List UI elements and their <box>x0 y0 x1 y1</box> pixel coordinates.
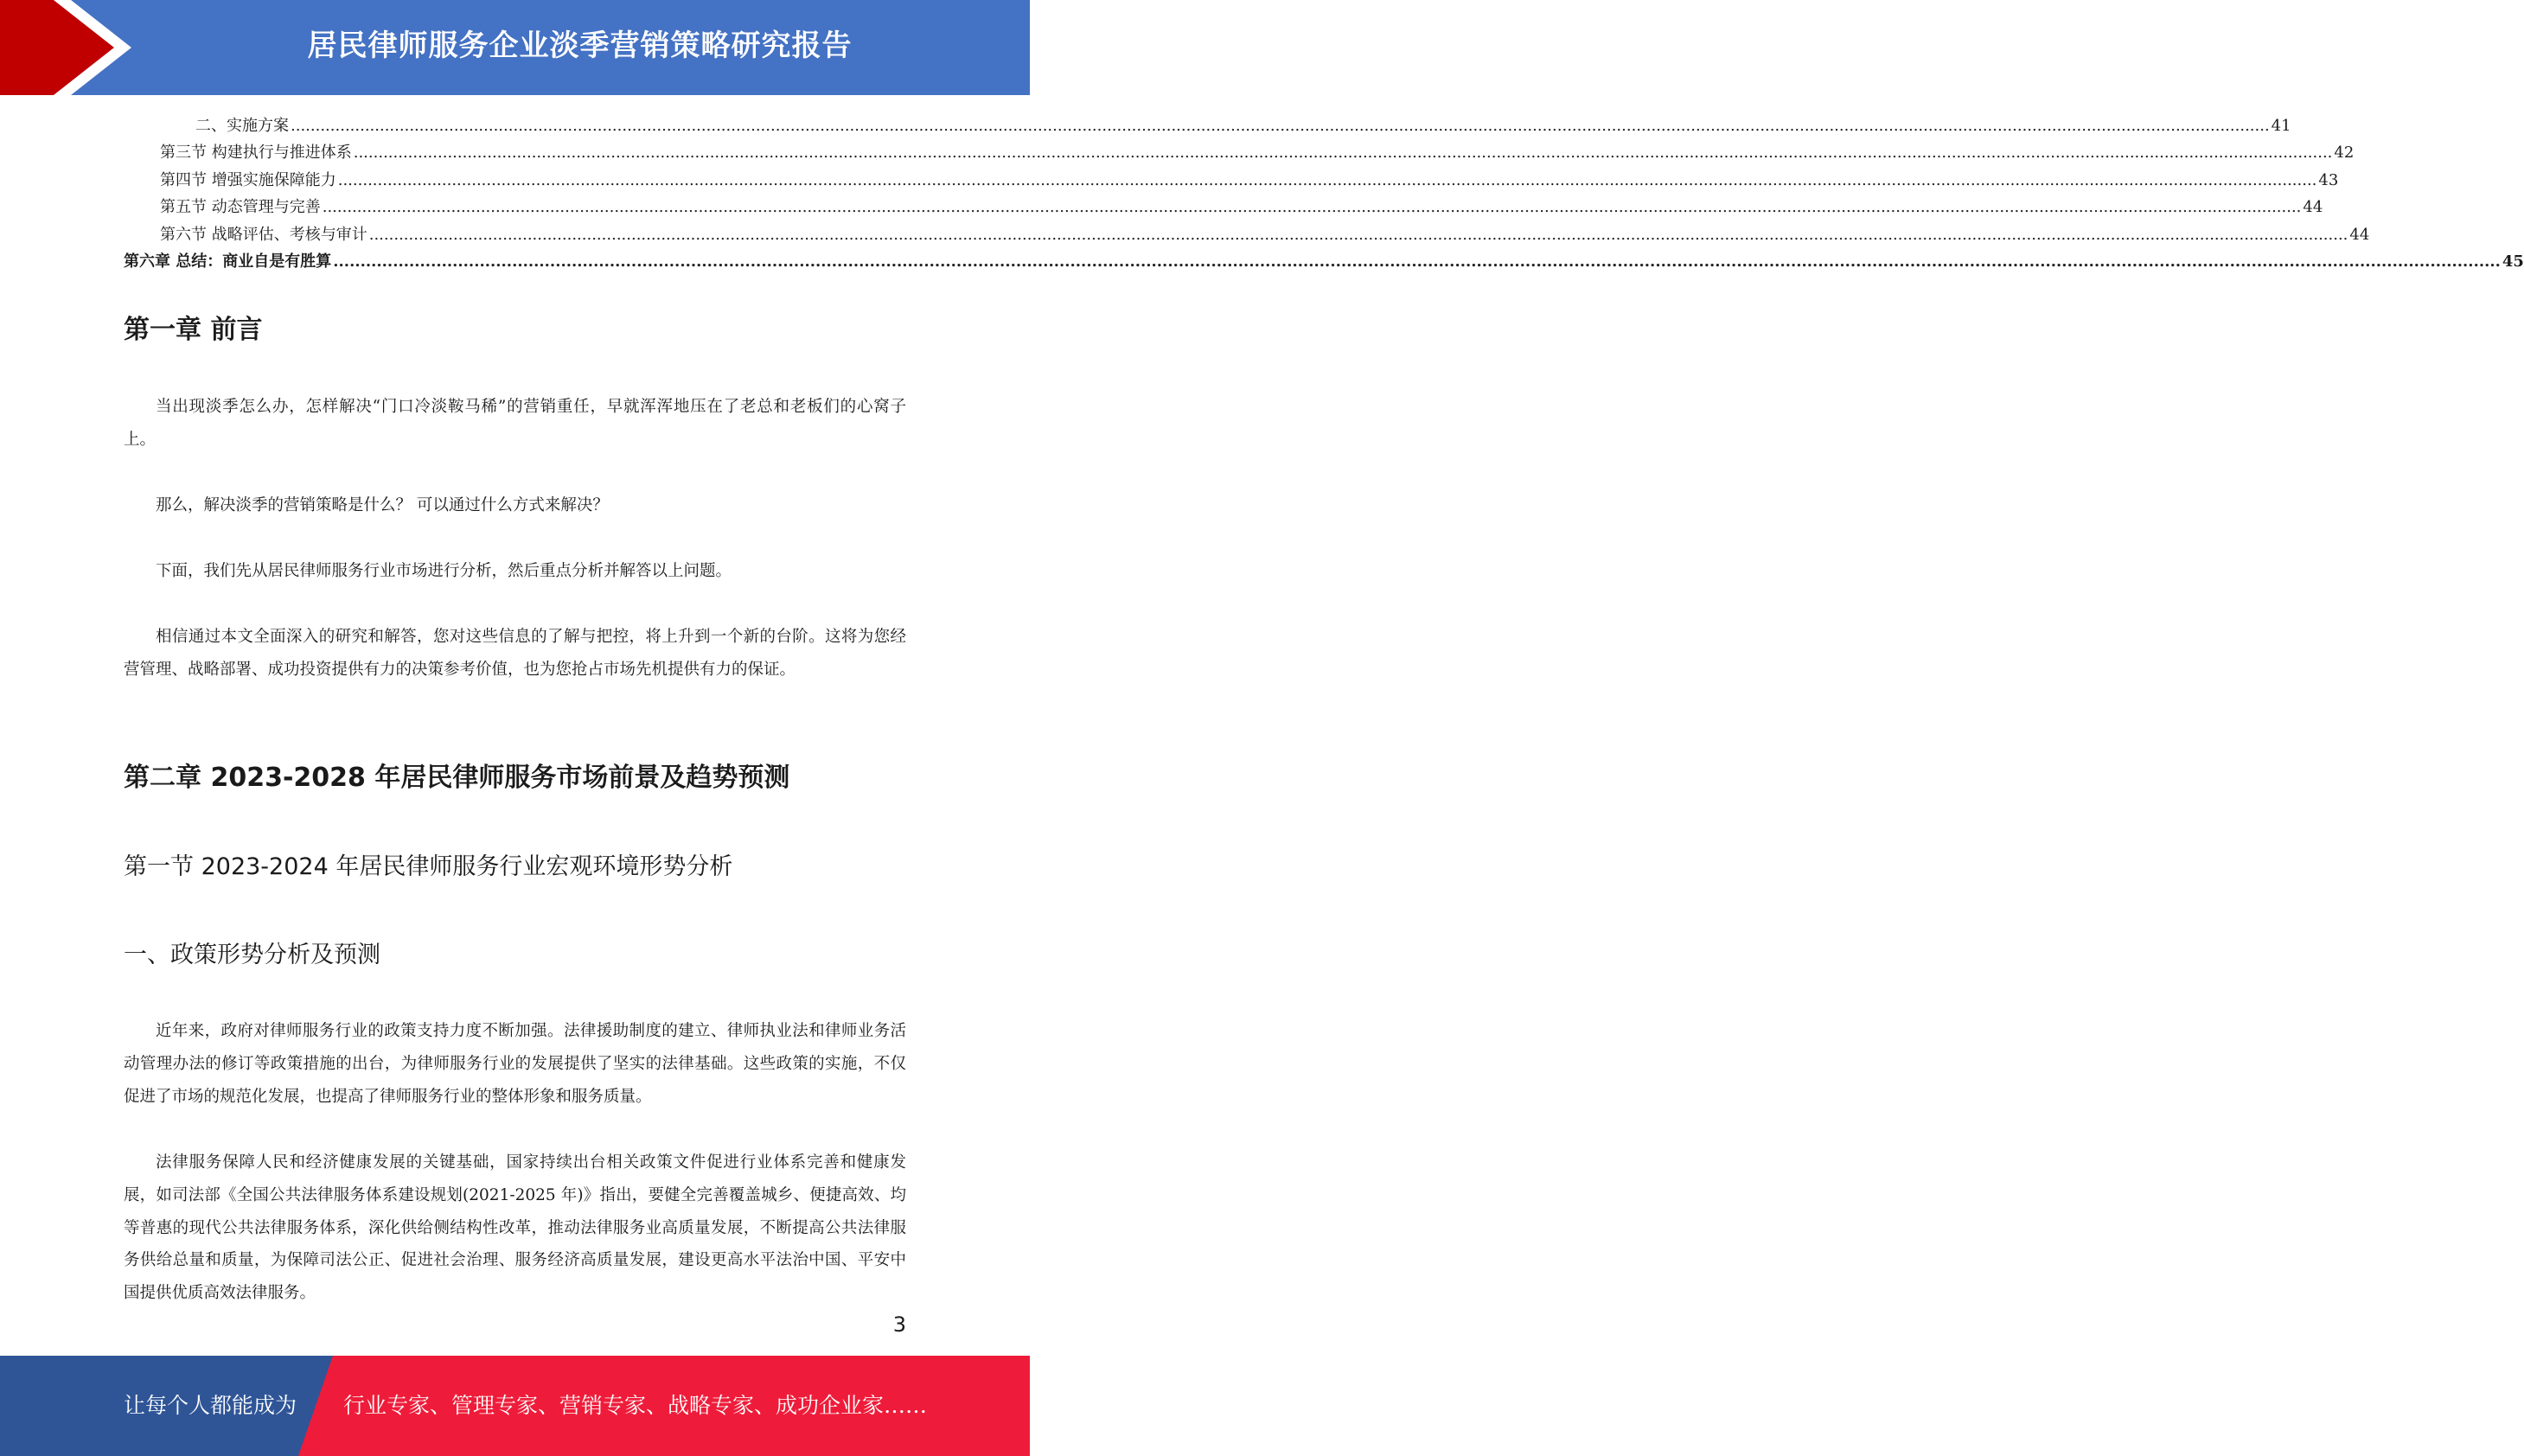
toc-entry-page: 43 <box>2318 170 2339 189</box>
toc-entry-page: 44 <box>2349 225 2370 244</box>
section-1-title: 第一节 2023-2024 年居民律师服务行业宏观环境形势分析 <box>124 853 733 880</box>
chapter-1-paragraph: 当出现淡季怎么办，怎样解决“门口冷淡鞍马稀”的营销重任，早就浑浑地压在了老总和老板们的心窝子上。 <box>124 398 906 449</box>
toc-entry[interactable] <box>124 167 2339 194</box>
toc-leader-dots: ................................................................................................................................................................................................................................................................................................................................................................................................................ <box>337 170 2317 189</box>
toc-leader-dots: ................................................................................................................................................................................................................................................................................................................................................................................................................ <box>368 225 2348 244</box>
chapter-2-paragraph: 法律服务保障人民和经济健康发展的关键基础，国家持续出台相关政策文件促进行业体系完善和健康发展，如司法部《全国公共法律服务体系建设规划(2021-2025 年)》指出，要健全完善覆盖城乡、便捷高效、均等普惠的现代公共法律服务体系，深化供给侧结构性改革，推动法律服务业高质量发展，不断提高公共法律服务供给总量和质量，为保障司法公正、促进社会治理、服务经济高质量发展，建设更高水平法治中国、平安中国提供优质高效法律服务。 <box>124 1153 906 1303</box>
toc-leader-dots: ................................................................................................................................................................................................................................................................................................................................................................................................................ <box>353 144 2333 163</box>
chapter-2-title: 第二章 2023-2028 年居民律师服务市场前景及趋势预测 <box>124 763 790 793</box>
chapter-1 <box>124 308 906 346</box>
chapter-2-para-1-block <box>124 1015 906 1113</box>
footer-slogan-left: 让每个人都能成为 <box>124 1393 297 1418</box>
subsection-1-title-block <box>124 936 906 969</box>
toc-entry-page: 45 <box>2502 252 2524 271</box>
chapter-1-para-3-block <box>124 555 906 588</box>
chapter-2-para-2-block <box>124 1146 906 1310</box>
chapter-1-para-1-block <box>124 391 906 457</box>
toc-entry-label: 第三节 构建执行与推进体系 <box>160 144 352 163</box>
report-title: 居民律师服务企业淡季营销策略研究报告 <box>307 29 853 63</box>
toc-leader-dots: ................................................................................................................................................................................................................................................................................................................................................................................................................ <box>333 252 2501 271</box>
chapter-1-paragraph: 下面，我们先从居民律师服务行业市场进行分析，然后重点分析并解答以上问题。 <box>156 562 732 580</box>
chapter-1-para-4-block <box>124 621 906 686</box>
toc-entry[interactable] <box>124 248 2524 275</box>
footer-slogan-right: 行业专家、管理专家、营销专家、战略专家、成功企业家…… <box>343 1393 928 1418</box>
toc-entry-page: 44 <box>2303 198 2323 217</box>
toc-entry[interactable] <box>124 112 2291 139</box>
subsection-1-title: 一、政策形势分析及预测 <box>124 942 380 968</box>
toc-entry[interactable] <box>124 221 2370 248</box>
toc-entry-label: 第四节 增强实施保障能力 <box>160 170 336 189</box>
chapter-2-paragraph: 近年来，政府对律师服务行业的政策支持力度不断加强。法律援助制度的建立、律师执业法和律师业务活动管理办法的修订等政策措施的出台，为律师服务行业的发展提供了坚实的法律基础。这些政策的实施，不仅促进了市场的规范化发展，也提高了律师服务行业的整体形象和服务质量。 <box>124 1022 906 1106</box>
toc-entry-label: 第五节 动态管理与完善 <box>160 198 321 217</box>
toc-leader-dots: ................................................................................................................................................................................................................................................................................................................................................................................................................ <box>291 117 2270 135</box>
toc-entry[interactable] <box>124 194 2323 220</box>
toc-entry-label: 第六章 总结：商业自是有胜算 <box>124 252 332 271</box>
toc-entry-page: 41 <box>2271 117 2291 135</box>
page-header <box>0 0 1030 95</box>
section-1-title-block <box>124 847 906 881</box>
chapter-2-title-block <box>124 756 906 794</box>
toc-entry[interactable] <box>124 139 2355 166</box>
toc-entry-page: 42 <box>2334 144 2355 163</box>
chapter-1-title: 第一章 前言 <box>124 315 263 345</box>
page-number: 3 <box>892 1312 906 1337</box>
chapter-1-paragraph: 相信通过本文全面深入的研究和解答，您对这些信息的了解与把控，将上升到一个新的台阶。这将为您经营管理、战略部署、成功投资提供有力的决策参考价值，也为您抢占市场先机提供有力的保证。 <box>124 628 906 679</box>
chapter-1-paragraph: 那么，解决淡季的营销策略是什么？ 可以通过什么方式来解决？ <box>156 496 609 514</box>
table-of-contents <box>124 112 2524 275</box>
page-footer <box>0 1356 1030 1456</box>
toc-entry-label: 二、实施方案 <box>195 117 289 135</box>
toc-entry-label: 第六节 战略评估、考核与审计 <box>160 225 367 244</box>
chapter-1-para-2-block <box>124 489 906 522</box>
toc-leader-dots: ................................................................................................................................................................................................................................................................................................................................................................................................................ <box>322 198 2302 217</box>
